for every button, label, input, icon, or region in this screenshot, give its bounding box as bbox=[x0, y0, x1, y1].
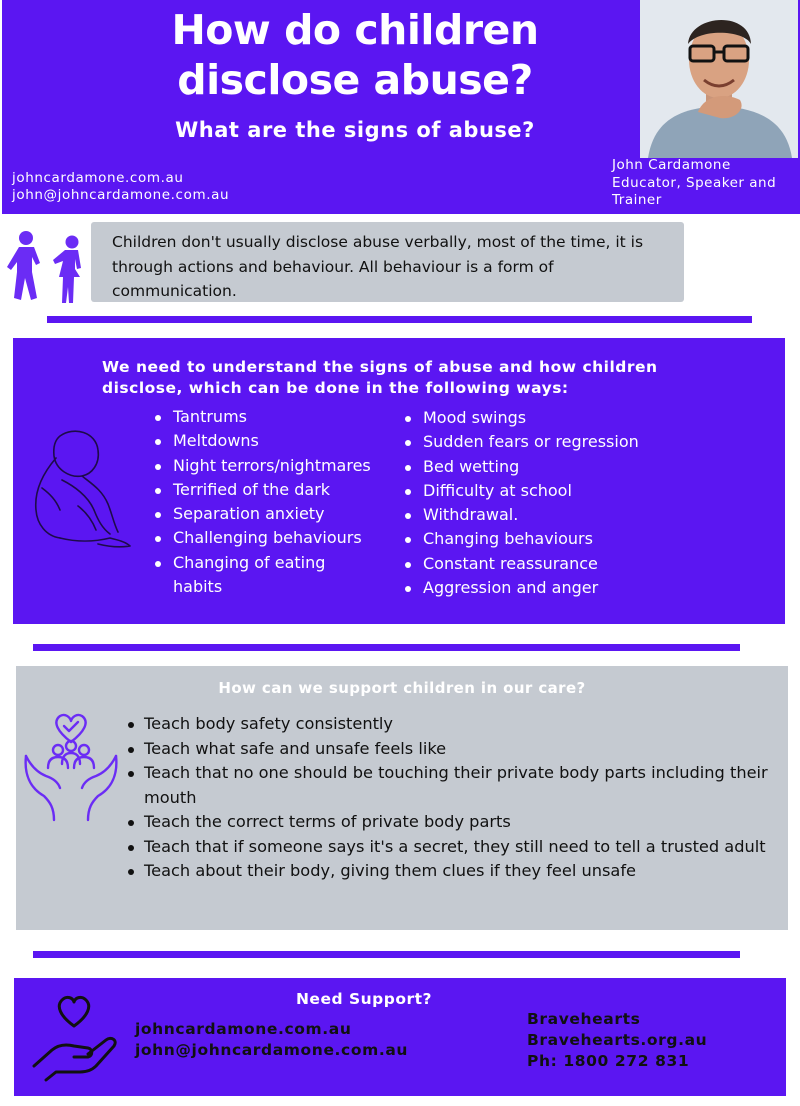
presenter-photo bbox=[640, 0, 798, 158]
heart-in-hand-icon bbox=[30, 990, 122, 1082]
signs-heading-line-1: We need to understand the signs of abuse and how children bbox=[102, 358, 658, 376]
signs-left-item: Terrified of the dark bbox=[155, 478, 387, 502]
divider-1 bbox=[47, 316, 752, 323]
org-name: Bravehearts bbox=[527, 1010, 641, 1028]
signs-list-right bbox=[405, 406, 705, 600]
intro-text: Children don't usually disclose abuse verbally, most of the time, it is through actions and behaviour. All behaviour is a form of communication. bbox=[112, 233, 644, 300]
signs-right-item: Sudden fears or regression bbox=[405, 430, 705, 454]
signs-left-item: Separation anxiety bbox=[155, 502, 387, 526]
signs-right-item: Withdrawal. bbox=[405, 503, 705, 527]
signs-heading-line-2: disclose, which can be done in the following ways: bbox=[102, 378, 569, 397]
header-website-link[interactable]: johncardamone.com.au bbox=[12, 170, 184, 186]
signs-right-item: Constant reassurance bbox=[405, 552, 705, 576]
presenter-role-1: Educator, Speaker and bbox=[612, 174, 777, 191]
signs-left-item: Tantrums bbox=[155, 405, 387, 429]
support-item: Teach that if someone says it's a secret, they still need to tell a trusted adult bbox=[128, 835, 788, 860]
org-website-link[interactable]: Bravehearts.org.au bbox=[527, 1031, 708, 1049]
signs-right-item: Difficulty at school bbox=[405, 479, 705, 503]
signs-left-item: Challenging behaviours bbox=[155, 526, 387, 550]
header-email-link[interactable]: john@johncardamone.com.au bbox=[12, 187, 230, 203]
signs-heading bbox=[102, 357, 752, 398]
caring-hands-icon bbox=[22, 712, 120, 824]
sad-child-sitting-icon bbox=[22, 428, 134, 550]
support-item: Teach the correct terms of private body parts bbox=[128, 810, 788, 835]
footer-heading: Need Support? bbox=[295, 990, 433, 1008]
support-item: Teach body safety consistently bbox=[128, 712, 788, 737]
signs-right-item: Aggression and anger bbox=[405, 576, 705, 600]
presenter-portrait-icon bbox=[640, 0, 798, 158]
support-list bbox=[128, 712, 788, 884]
signs-left-item: Meltdowns bbox=[155, 429, 387, 453]
org-phone[interactable]: Ph: 1800 272 831 bbox=[527, 1052, 690, 1070]
signs-right-item: Mood swings bbox=[405, 406, 705, 430]
footer-website-link[interactable]: johncardamone.com.au bbox=[135, 1020, 352, 1038]
intro-panel bbox=[91, 222, 684, 302]
signs-left-item: Changing of eating habits bbox=[155, 551, 363, 600]
signs-right-item: Bed wetting bbox=[405, 455, 705, 479]
signs-left-item: Night terrors/nightmares bbox=[155, 454, 387, 478]
page-title bbox=[0, 5, 710, 105]
presenter-role-2: Trainer bbox=[612, 192, 662, 208]
footer-email-link[interactable]: john@johncardamone.com.au bbox=[135, 1041, 409, 1059]
children-silhouette-icon bbox=[6, 228, 86, 304]
signs-list-left bbox=[155, 405, 387, 599]
page-subtitle: What are the signs of abuse? bbox=[175, 118, 535, 142]
presenter-name: John Cardamone bbox=[612, 157, 731, 173]
support-heading: How can we support children in our care? bbox=[218, 679, 586, 697]
support-item: Teach about their body, giving them clues if they feel unsafe bbox=[128, 859, 788, 884]
divider-3 bbox=[33, 951, 740, 958]
signs-right-item: Changing behaviours bbox=[405, 527, 705, 551]
support-item: Teach that no one should be touching their private body parts including their mouth bbox=[128, 761, 788, 810]
title-line-1: How do children bbox=[171, 6, 539, 54]
divider-2 bbox=[33, 644, 740, 651]
title-line-2: disclose abuse? bbox=[177, 56, 533, 104]
support-item: Teach what safe and unsafe feels like bbox=[128, 737, 788, 762]
